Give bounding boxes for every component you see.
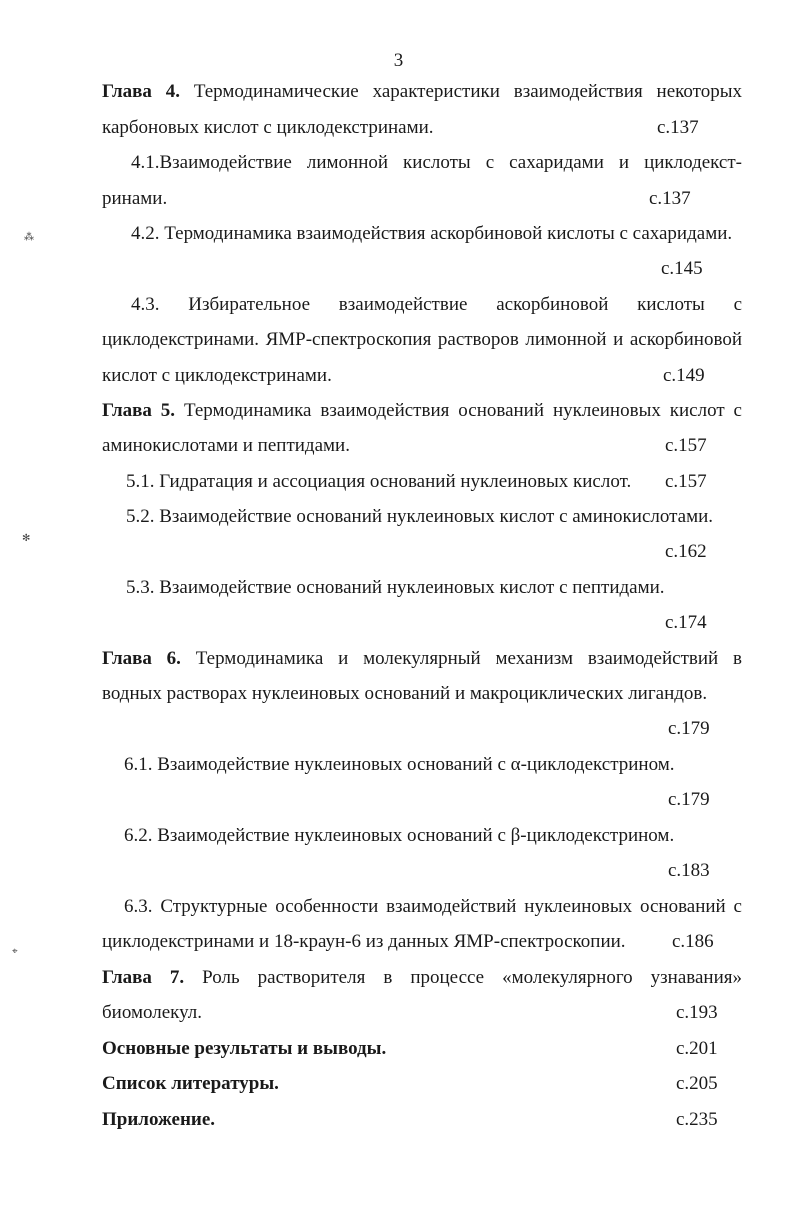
page-ref: с.137 bbox=[649, 188, 691, 209]
page-ref: с.179 bbox=[668, 718, 710, 739]
toc-section-4-3: 4.3. Избирательное взаимодействие аскорбиновой кислоты с bbox=[131, 294, 742, 315]
page-ref: с.235 bbox=[676, 1109, 718, 1130]
page-ref: с.174 bbox=[665, 612, 707, 633]
scan-speck: ⁂ bbox=[24, 232, 34, 243]
section-title-line: кислот с циклодекстринами. bbox=[102, 365, 332, 386]
toc-section-5-2: 5.2. Взаимодействие оснований нуклеиновых кислот с аминокислотами. bbox=[126, 506, 714, 527]
chapter-title-line: аминокислотами и пептидами. bbox=[102, 435, 350, 456]
toc-section-6-2: 6.2. Взаимодействие нуклеиновых оснований с β-циклодекстрином. bbox=[124, 825, 675, 846]
page-ref: с.149 bbox=[663, 365, 705, 386]
chapter-label: Глава 4. bbox=[102, 81, 180, 102]
section-title-line: циклодекстринами. ЯМР-спектроскопия растворов лимонной и аскорбиновой bbox=[102, 329, 742, 350]
chapter-title-line: водных растворах нуклеиновых оснований и макроциклических лигандов. bbox=[102, 683, 708, 704]
toc-literature: Список литературы. bbox=[102, 1073, 279, 1094]
page-ref: с.186 bbox=[672, 931, 714, 952]
toc-section-4-2: 4.2. Термодинамика взаимодействия аскорбиновой кислоты с сахаридами. bbox=[131, 223, 733, 244]
toc-chapter-5 bbox=[102, 399, 742, 423]
chapter-title-line: Термодинамика взаимодействия оснований нуклеиновых кислот с bbox=[183, 400, 742, 421]
section-title-line: ринами. bbox=[102, 188, 168, 209]
toc-section-5-3: 5.3. Взаимодействие оснований нуклеиновых кислот с пептидами. bbox=[126, 577, 665, 598]
toc-chapter-6 bbox=[102, 647, 742, 671]
page-ref: с.201 bbox=[676, 1038, 718, 1059]
page-ref: с.157 bbox=[665, 471, 707, 492]
toc-results: Основные результаты и выводы. bbox=[102, 1038, 387, 1059]
page-ref: с.205 bbox=[676, 1073, 718, 1094]
page-ref: с.137 bbox=[657, 117, 699, 138]
toc-section-4-1: 4.1.Взаимодействие лимонной кислоты с сахаридами и циклодекст- bbox=[131, 152, 742, 173]
chapter-title-line: Термодинамика и молекулярный механизм взаимодействий в bbox=[195, 648, 742, 669]
page-ref: с.162 bbox=[665, 541, 707, 562]
chapter-label: Глава 7. bbox=[102, 967, 185, 988]
toc-chapter-4 bbox=[102, 80, 742, 104]
section-title-line: циклодекстринами и 18-краун-6 из данных ЯМР-спектроскопии. bbox=[102, 931, 626, 952]
chapter-title-line: карбоновых кислот с циклодекстринами. bbox=[102, 117, 434, 138]
toc-section-6-1: 6.1. Взаимодействие нуклеиновых оснований с α-циклодекстрином. bbox=[124, 754, 675, 775]
page-ref: с.179 bbox=[668, 789, 710, 810]
page-ref: с.145 bbox=[661, 258, 703, 279]
page-number: 3 bbox=[393, 50, 404, 71]
toc-section-5-1: 5.1. Гидратация и ассоциация оснований нуклеиновых кислот. bbox=[126, 471, 632, 492]
chapter-title-line: Роль растворителя в процессе «молекулярного узнавания» bbox=[202, 967, 743, 988]
scan-speck: ✻ bbox=[22, 533, 31, 544]
page-ref: с.193 bbox=[676, 1002, 718, 1023]
toc-section-6-3: 6.3. Структурные особенности взаимодействий нуклеиновых оснований с bbox=[124, 896, 742, 917]
chapter-title-line: Термодинамические характеристики взаимодействия некоторых bbox=[193, 81, 742, 102]
chapter-label: Глава 5. bbox=[102, 400, 176, 421]
page-ref: с.157 bbox=[665, 435, 707, 456]
page-ref: с.183 bbox=[668, 860, 710, 881]
chapter-title-line: биомолекул. bbox=[102, 1002, 203, 1023]
toc-appendix: Приложение. bbox=[102, 1109, 216, 1130]
chapter-label: Глава 6. bbox=[102, 648, 181, 669]
toc-chapter-7 bbox=[102, 966, 742, 990]
scan-speck: ⌖ bbox=[12, 946, 18, 957]
